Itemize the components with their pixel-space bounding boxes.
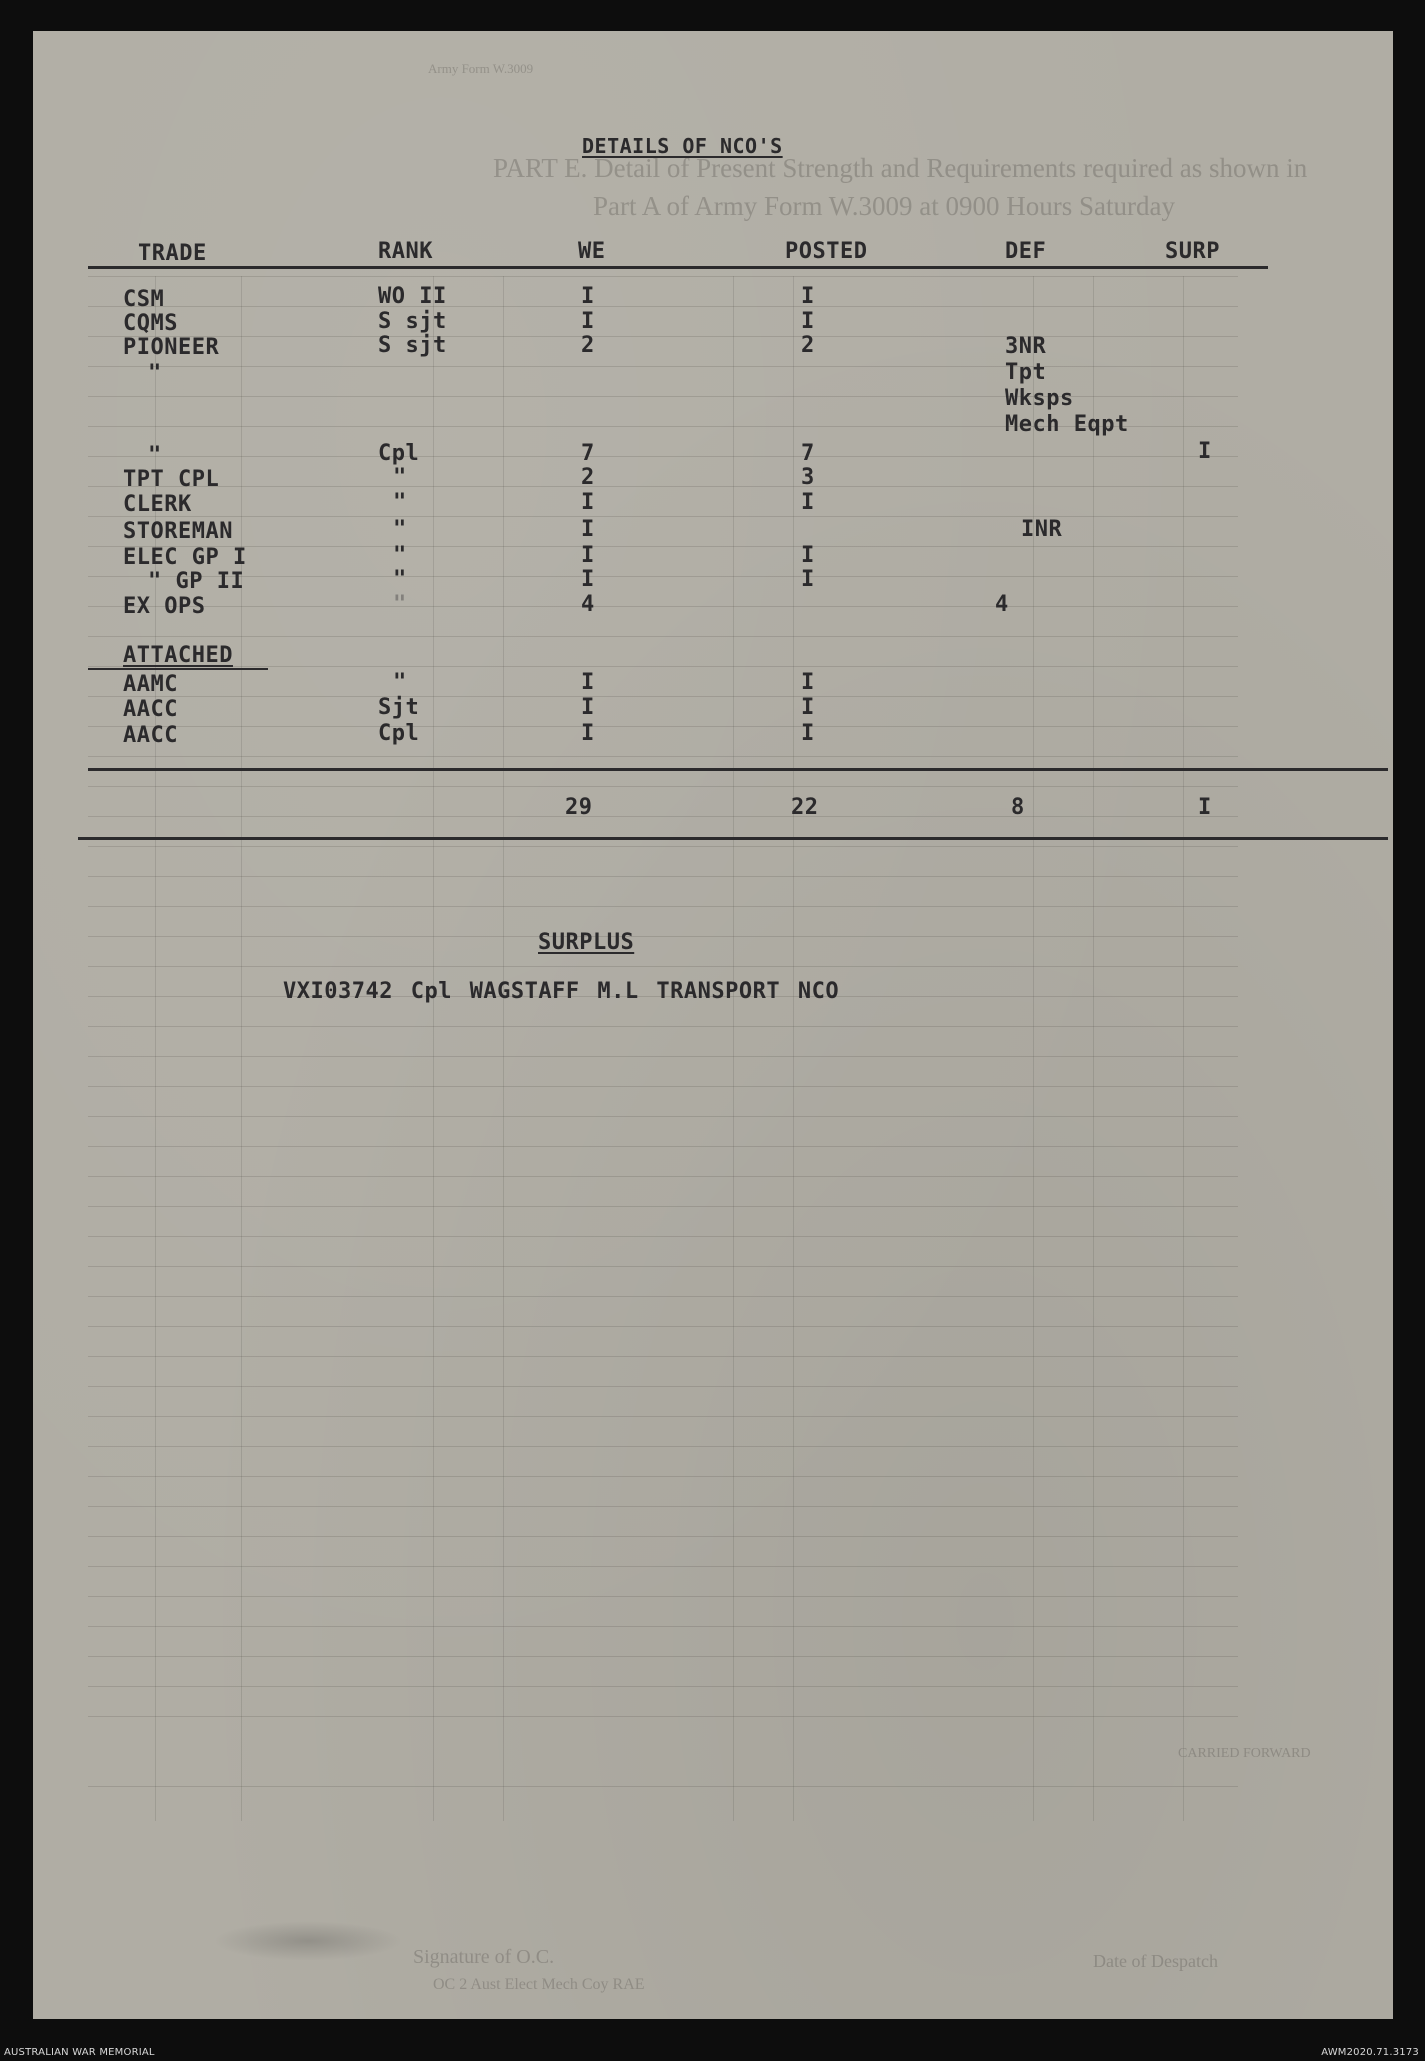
header-surp: SURP	[1165, 239, 1220, 264]
cell-we: 4	[581, 592, 595, 617]
header-def: DEF	[1005, 239, 1047, 264]
cell-rank: "	[393, 592, 407, 617]
cell-surp: I	[1198, 439, 1212, 464]
cell-def: 4	[995, 592, 1009, 617]
cell-we: I	[581, 309, 595, 334]
cell-posted: I	[801, 567, 815, 592]
ghost-despatch-label: Date of Despatch	[1093, 1951, 1218, 1971]
cell-rank: "	[393, 670, 407, 695]
cell-posted: 2	[801, 333, 815, 358]
cell-rank: Cpl	[378, 721, 420, 746]
cell-we: I	[581, 284, 595, 309]
cell-we: 2	[581, 465, 595, 490]
totals-rule-bottom	[78, 837, 1388, 840]
cell-we: I	[581, 721, 595, 746]
cell-def: Tpt	[1005, 360, 1047, 385]
ghost-signature-label: Signature of O.C.	[413, 1946, 555, 1968]
cell-trade: TPT CPL	[123, 467, 220, 492]
cell-posted: 3	[801, 465, 815, 490]
cell-rank: S sjt	[378, 333, 447, 358]
cell-we: I	[581, 695, 595, 720]
document-title: DETAILS OF NCO'S	[582, 134, 783, 158]
cell-we: 2	[581, 333, 595, 358]
cell-rank: "	[393, 517, 407, 542]
cell-trade: AACC	[123, 723, 178, 748]
header-rank: RANK	[378, 239, 433, 264]
cell-trade: CQMS	[123, 311, 178, 336]
cell-rank: WO II	[378, 284, 447, 309]
cell-trade: STOREMAN	[123, 519, 233, 544]
header-rule	[88, 266, 1268, 269]
cell-trade: " GP II	[148, 569, 245, 594]
cell-def: INR	[1021, 517, 1063, 542]
cell-rank: S sjt	[378, 309, 447, 334]
surplus-heading: SURPLUS	[538, 930, 635, 955]
cell-we: I	[581, 490, 595, 515]
total-posted: 22	[791, 795, 819, 820]
ghost-carried-forward: CARRIED FORWARD	[1178, 1746, 1311, 1761]
cell-rank: "	[393, 543, 407, 568]
cell-trade: EX OPS	[123, 594, 206, 619]
footer-credit: AUSTRALIAN WAR MEMORIAL	[4, 2047, 155, 2058]
cell-def: 3NR	[1005, 334, 1047, 359]
cell-def: Mech Eqpt	[1005, 412, 1129, 437]
cell-trade: AAMC	[123, 672, 178, 697]
footer-accession: AWM2020.71.3173	[1321, 2047, 1419, 2058]
attached-heading: ATTACHED	[123, 643, 233, 668]
cell-rank: "	[393, 465, 407, 490]
cell-rank: "	[393, 567, 407, 592]
cell-rank: Cpl	[378, 441, 420, 466]
cell-we: I	[581, 517, 595, 542]
cell-we: I	[581, 670, 595, 695]
cell-trade: "	[148, 361, 162, 386]
cell-posted: I	[801, 284, 815, 309]
cell-we: 7	[581, 441, 595, 466]
cell-we: I	[581, 567, 595, 592]
signature-mark	[213, 1921, 403, 1961]
header-we: WE	[578, 239, 606, 264]
cell-posted: 7	[801, 441, 815, 466]
ghost-unit-line: OC 2 Aust Elect Mech Coy RAE	[433, 1976, 645, 1993]
cell-trade: ELEC GP I	[123, 545, 247, 570]
cell-def: Wksps	[1005, 386, 1074, 411]
totals-rule-top	[88, 768, 1388, 771]
cell-we: I	[581, 543, 595, 568]
cell-rank: Sjt	[378, 695, 420, 720]
attached-rule	[88, 668, 268, 670]
total-we: 29	[565, 795, 593, 820]
document-page	[33, 31, 1393, 2019]
cell-trade: CLERK	[123, 492, 192, 517]
cell-trade: "	[148, 443, 162, 468]
cell-posted: I	[801, 490, 815, 515]
cell-trade: PIONEER	[123, 335, 220, 360]
total-def: 8	[1011, 795, 1025, 820]
cell-posted: I	[801, 670, 815, 695]
ghost-part-subtitle: Part A of Army Form W.3009 at 0900 Hours Saturday	[593, 191, 1175, 221]
cell-trade: AACC	[123, 697, 178, 722]
cell-posted: I	[801, 309, 815, 334]
ghost-form-id: Army Form W.3009	[428, 61, 534, 76]
header-posted: POSTED	[785, 239, 868, 264]
cell-trade: CSM	[123, 287, 165, 312]
cell-posted: I	[801, 721, 815, 746]
ghost-part-title: PART E. Detail of Present Strength and Requirements required as shown in	[493, 153, 1308, 183]
total-surp: I	[1198, 795, 1212, 820]
cell-posted: I	[801, 695, 815, 720]
cell-rank: "	[393, 490, 407, 515]
cell-posted: I	[801, 543, 815, 568]
header-trade: TRADE	[138, 241, 207, 266]
surplus-entry: VXI03742 Cpl WAGSTAFF M.L TRANSPORT NCO	[283, 979, 840, 1004]
